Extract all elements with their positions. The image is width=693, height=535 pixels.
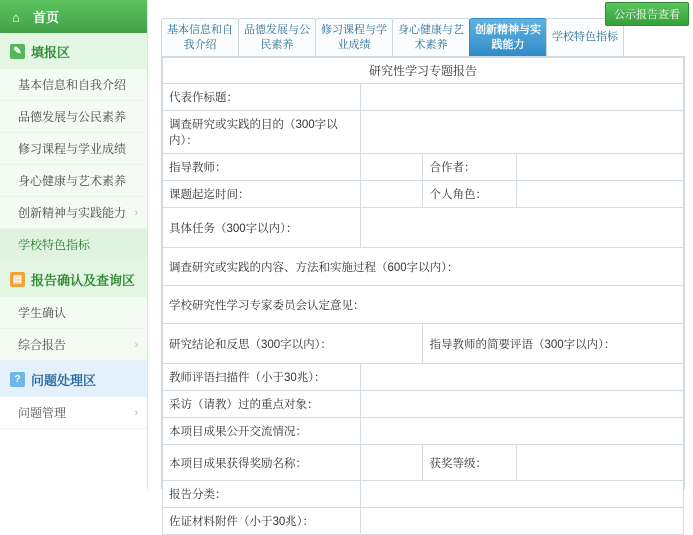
field-label-role: 个人角色： bbox=[423, 181, 517, 208]
field-label-tasks: 具体任务（300字以内）： bbox=[163, 208, 361, 248]
field-value-comment-scan[interactable] bbox=[360, 364, 683, 391]
table-row bbox=[163, 324, 684, 364]
table-row bbox=[163, 181, 684, 208]
field-label-award-name: 本项目成果获得奖励名称： bbox=[163, 445, 361, 481]
sidebar-item-label: 基本信息和自我介绍 bbox=[18, 78, 127, 92]
research-report-form bbox=[162, 57, 684, 535]
form-icon: ✎ bbox=[10, 44, 25, 59]
sidebar-item-issue-manage[interactable] bbox=[0, 397, 148, 429]
field-label-conclusion[interactable]: 研究结论和反思（300字以内）： bbox=[163, 324, 423, 364]
field-label-evidence-file: 佐证材料附件（小于30兆）： bbox=[163, 508, 361, 535]
table-row bbox=[163, 418, 684, 445]
sidebar-item-home[interactable] bbox=[0, 0, 148, 33]
field-label-purpose: 调查研究或实践的目的（300字以内）： bbox=[163, 111, 361, 154]
report-icon: ▤ bbox=[10, 272, 25, 287]
tab-label: 品德发展与公民素养 bbox=[244, 23, 310, 51]
tab-label: 身心健康与艺术素养 bbox=[398, 23, 464, 51]
field-value-collaborator[interactable] bbox=[517, 154, 684, 181]
field-label-expert-opinion[interactable]: 学校研究性学习专家委员会认定意见： bbox=[163, 286, 684, 324]
sidebar-item-label: 学校特色指标 bbox=[18, 238, 91, 252]
chevron-right-icon: › bbox=[134, 406, 138, 419]
question-icon: ? bbox=[10, 372, 25, 387]
tab-moral[interactable] bbox=[238, 18, 316, 56]
field-value-teacher[interactable] bbox=[360, 154, 423, 181]
field-value-role[interactable] bbox=[517, 181, 684, 208]
table-row bbox=[163, 508, 684, 535]
table-row bbox=[163, 248, 684, 286]
field-label-collaborator: 合作者： bbox=[423, 154, 517, 181]
table-row bbox=[163, 111, 684, 154]
sidebar-item-moral[interactable] bbox=[0, 101, 148, 133]
sidebar-group-report[interactable] bbox=[0, 261, 148, 297]
sidebar-item-label: 修习课程与学业成绩 bbox=[18, 142, 127, 156]
sidebar-item-health-art[interactable] bbox=[0, 165, 148, 197]
field-value-purpose[interactable] bbox=[360, 111, 683, 154]
field-value-award-level[interactable] bbox=[517, 445, 684, 481]
tab-basic-info[interactable] bbox=[161, 18, 239, 56]
chevron-right-icon: › bbox=[134, 206, 138, 219]
sidebar-item-student-confirm[interactable] bbox=[0, 297, 148, 329]
field-label-teacher-comment[interactable]: 指导教师的简要评语（300字以内）： bbox=[423, 324, 684, 364]
table-row bbox=[163, 208, 684, 248]
field-label-comment-scan: 教师评语扫描件（小于30兆）： bbox=[163, 364, 361, 391]
sidebar-item-label: 身心健康与艺术素养 bbox=[18, 174, 127, 188]
tab-innovation[interactable] bbox=[469, 18, 547, 56]
sidebar-item-label: 创新精神与实践能力 bbox=[18, 206, 127, 220]
field-label-public-exchange: 本项目成果公开交流情况： bbox=[163, 418, 361, 445]
form-title: 研究性学习专题报告 bbox=[163, 58, 684, 84]
table-row bbox=[163, 364, 684, 391]
tab-label: 修习课程与学业成绩 bbox=[321, 23, 387, 51]
form-table-wrapper bbox=[161, 56, 685, 528]
sidebar-group-fill-label: 填报区 bbox=[31, 44, 71, 60]
sidebar-group-report-label: 报告确认及查询区 bbox=[31, 272, 136, 288]
sidebar-item-label: 问题管理 bbox=[18, 406, 67, 420]
field-label-report-category: 报告分类： bbox=[163, 481, 361, 508]
table-row bbox=[163, 154, 684, 181]
field-value-report-category[interactable] bbox=[360, 481, 683, 508]
field-value-public-exchange[interactable] bbox=[360, 418, 683, 445]
sidebar-item-label: 学生确认 bbox=[18, 306, 67, 320]
chevron-right-icon: › bbox=[134, 338, 138, 351]
sidebar-item-basic-info[interactable] bbox=[0, 69, 148, 101]
field-value-period[interactable] bbox=[360, 181, 423, 208]
tab-health-art[interactable] bbox=[392, 18, 470, 56]
field-value-work-title[interactable] bbox=[360, 84, 683, 111]
tab-label: 创新精神与实践能力 bbox=[475, 23, 541, 51]
field-label-teacher: 指导教师： bbox=[163, 154, 361, 181]
sidebar-item-courses[interactable] bbox=[0, 133, 148, 165]
field-label-award-level: 获奖等级： bbox=[423, 445, 517, 481]
field-value-evidence-file[interactable] bbox=[360, 508, 683, 535]
field-label-process[interactable]: 调查研究或实践的内容、方法和实施过程（600字以内）： bbox=[163, 248, 684, 286]
sidebar-item-comprehensive-report[interactable] bbox=[0, 329, 148, 361]
sidebar-item-school-feature[interactable] bbox=[0, 229, 148, 261]
main-content bbox=[148, 0, 693, 528]
field-value-interviewees[interactable] bbox=[360, 391, 683, 418]
form-title-row bbox=[163, 58, 684, 84]
table-row bbox=[163, 445, 684, 481]
tab-label: 学校特色指标 bbox=[552, 31, 618, 43]
field-label-work-title: 代表作标题： bbox=[163, 84, 361, 111]
table-row bbox=[163, 84, 684, 111]
tab-courses[interactable] bbox=[315, 18, 393, 56]
home-icon: ⌂ bbox=[12, 9, 20, 25]
table-row bbox=[163, 286, 684, 324]
field-value-award-name[interactable] bbox=[360, 445, 423, 481]
publish-report-view-button[interactable]: 公示报告查看 bbox=[605, 2, 689, 26]
sidebar-item-label: 品德发展与公民素养 bbox=[18, 110, 127, 124]
sidebar-home-label: 首页 bbox=[33, 10, 60, 25]
field-label-period: 课题起迄时间： bbox=[163, 181, 361, 208]
sidebar-group-issue[interactable] bbox=[0, 361, 148, 397]
field-value-tasks[interactable] bbox=[360, 208, 683, 248]
field-label-interviewees: 采访（请教）过的重点对象： bbox=[163, 391, 361, 418]
sidebar-item-label: 综合报告 bbox=[18, 338, 67, 352]
table-row bbox=[163, 481, 684, 508]
tab-label: 基本信息和自我介绍 bbox=[167, 23, 233, 51]
table-row bbox=[163, 391, 684, 418]
sidebar-item-innovation[interactable] bbox=[0, 197, 148, 229]
sidebar-group-fill[interactable] bbox=[0, 33, 148, 69]
sidebar bbox=[0, 0, 148, 489]
sidebar-group-issue-label: 问题处理区 bbox=[31, 372, 97, 388]
